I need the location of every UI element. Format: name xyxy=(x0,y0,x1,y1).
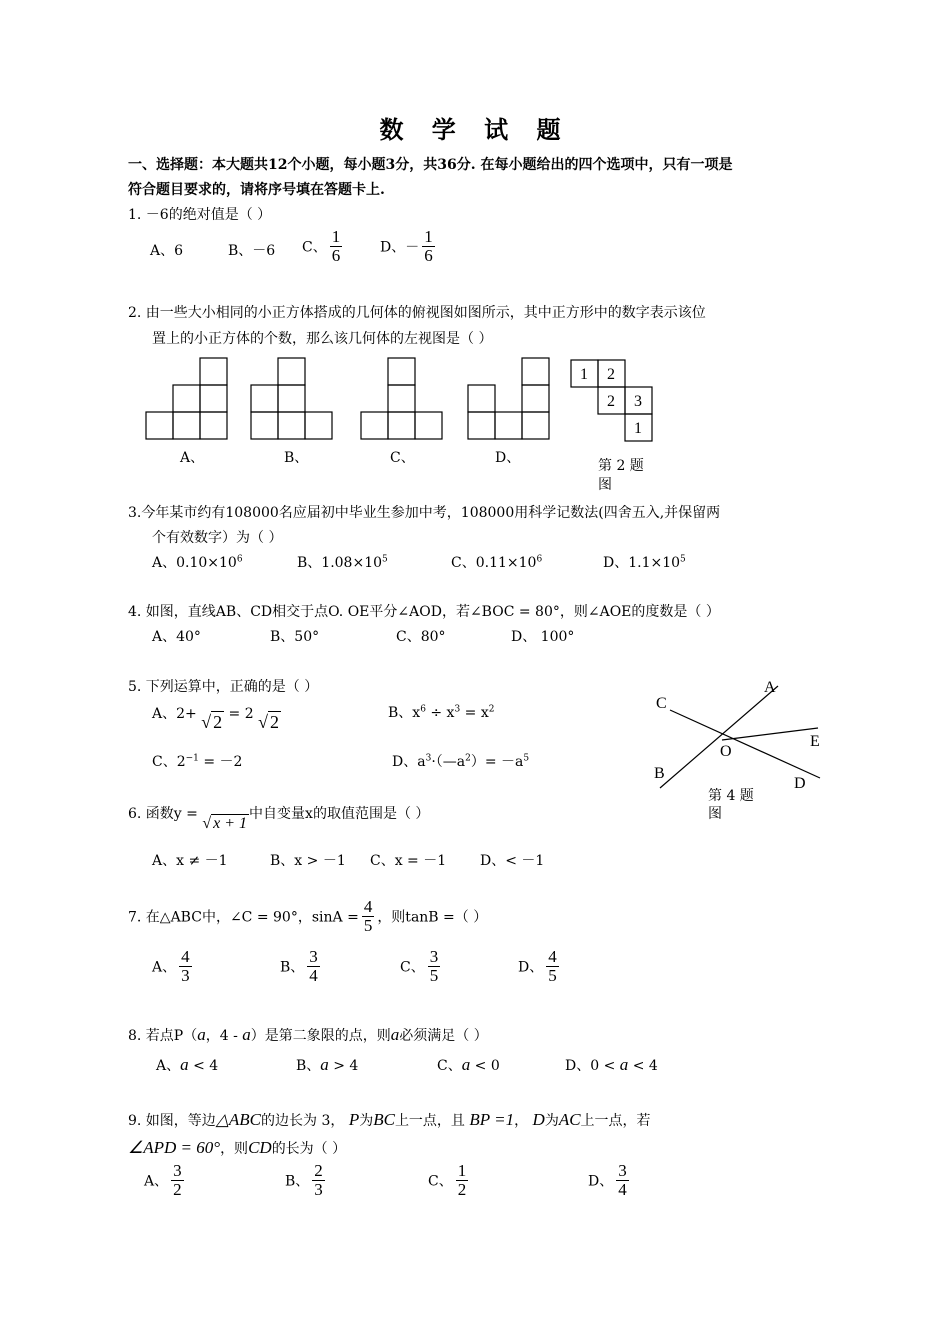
q2-option-a-label: A、 xyxy=(180,450,205,466)
q9-text: ，则 xyxy=(220,1141,249,1157)
q3-option-a xyxy=(152,552,243,572)
fraction-denominator: 6 xyxy=(424,245,433,265)
q9-segment-cd: CD xyxy=(248,1138,272,1157)
q2-option-d-label: D、 xyxy=(495,450,521,466)
q7-option-a xyxy=(152,948,195,985)
grid-number: 3 xyxy=(634,393,642,410)
q6-option-d: D、< －1 xyxy=(480,853,545,869)
q9-option-d-fraction xyxy=(616,1162,629,1199)
q3-option-b xyxy=(297,552,388,572)
q5-option-b-mid2: = x xyxy=(460,705,489,721)
section-instructions-line2: 符合题目要求的，请将序号填在答题卡上. xyxy=(128,182,385,198)
q4-option-d: D、 100° xyxy=(511,629,575,645)
q3-option-d xyxy=(603,552,686,572)
q9-option-c-label: C、 xyxy=(428,1173,453,1190)
q9-text: 9. 如图，等边 xyxy=(128,1113,216,1129)
q7-option-b xyxy=(280,948,323,985)
q5-option-c-post: = －2 xyxy=(198,754,243,770)
sqrt-expression: √ 2 xyxy=(201,712,223,732)
fraction-numerator: 1 xyxy=(331,227,341,246)
exponent: 2 xyxy=(465,753,471,764)
q5-option-a-mid: = 2 xyxy=(228,706,254,722)
fraction-denominator: 4 xyxy=(309,965,318,985)
exponent: −1 xyxy=(185,753,199,764)
q9-text: 上一点，且 xyxy=(394,1113,465,1129)
exponent: 3 xyxy=(454,704,461,715)
q1-option-c xyxy=(302,228,345,265)
q9-option-c xyxy=(428,1162,471,1199)
q8-option-d-pre: D、0 < xyxy=(565,1058,620,1074)
q9-option-b-label: B、 xyxy=(285,1173,310,1190)
q2-figure-caption-line2: 图 xyxy=(598,477,612,493)
fraction-denominator: 2 xyxy=(457,1179,467,1199)
q9-option-b-fraction xyxy=(312,1162,325,1199)
q9-text: 的长为（ ） xyxy=(271,1141,347,1157)
q3-option-c-text: C、0.11×10 xyxy=(451,555,537,571)
exponent: 2 xyxy=(488,704,495,715)
section-instructions-line1: 一、选择题：本大题共12个小题，每小题3分，共36分. 在每小题给出的四个选项中，只有一项是 xyxy=(128,157,733,173)
variable-a: a xyxy=(180,1055,189,1074)
q9-bp-equation: BP =1 xyxy=(469,1110,515,1129)
q6-stem-pre: 6. 函数y = xyxy=(128,806,198,822)
q2-view-d xyxy=(468,358,549,439)
q7-option-c-label: C、 xyxy=(400,959,425,976)
q1-option-c-fraction xyxy=(330,228,343,265)
q1-option-b: B、－6 xyxy=(228,243,276,259)
q8-stem-pre: 8. 若点P（ xyxy=(128,1028,198,1044)
q9-point-p: P xyxy=(348,1110,360,1129)
q8-stem-mid: ，4 - xyxy=(205,1028,243,1044)
point-label-d: D xyxy=(794,775,806,792)
variable-a: a xyxy=(320,1055,329,1074)
q3-option-d-text: D、1.1×10 xyxy=(603,555,681,571)
q1-option-d-label: D、－ xyxy=(380,239,420,256)
q8-option-a-post: < 4 xyxy=(188,1058,219,1074)
q5-stem: 5. 下列运算中，正确的是（ ） xyxy=(128,679,319,695)
exponent: 5 xyxy=(382,554,388,565)
q9-option-b xyxy=(285,1162,328,1199)
q1-option-d-fraction xyxy=(422,228,435,265)
q7-option-a-label: A、 xyxy=(152,959,177,976)
q1-stem: 1. －6的绝对值是（ ） xyxy=(128,207,272,223)
q7-stem-post: ，则tanB =（ ） xyxy=(377,909,488,926)
q7-option-b-label: B、 xyxy=(280,959,305,976)
q3-option-a-text: A、0.10×10 xyxy=(152,555,237,571)
fraction-numerator: 4 xyxy=(181,947,190,966)
q9-point-d: D xyxy=(532,1110,545,1129)
q5-option-b xyxy=(388,702,494,722)
q8-option-c-post: < 0 xyxy=(470,1058,500,1074)
point-label-e: E xyxy=(810,733,820,750)
fraction-denominator: 2 xyxy=(173,1179,182,1199)
exponent: 6 xyxy=(236,554,243,565)
q7-option-d-label: D、 xyxy=(518,959,544,976)
q5-option-d-text: D、a xyxy=(392,754,426,770)
grid-number: 2 xyxy=(607,366,615,383)
grid-number: 2 xyxy=(607,393,615,410)
q7-option-d-fraction xyxy=(546,948,559,985)
fraction-denominator: 4 xyxy=(618,1179,627,1199)
q8-option-b-pre: B、 xyxy=(296,1058,321,1074)
fraction-numerator: 4 xyxy=(363,897,373,916)
fraction-numerator: 3 xyxy=(173,1161,182,1180)
q3-option-b-text: B、1.08×10 xyxy=(297,555,383,571)
q9-option-a-fraction xyxy=(171,1162,184,1199)
q9-stem-line2 xyxy=(128,1138,346,1158)
q5-option-a xyxy=(152,702,281,732)
q8-option-c-pre: C、 xyxy=(437,1058,462,1074)
point-label-b: B xyxy=(654,765,665,782)
q1-option-c-label: C、 xyxy=(302,239,327,256)
q2-figures xyxy=(0,340,950,500)
q7-option-d xyxy=(518,948,562,985)
ray-oe xyxy=(722,728,818,740)
exponent: 5 xyxy=(523,753,530,764)
q6-stem-post: 中自变量x的取值范围是（ ） xyxy=(249,806,430,822)
q2-view-a xyxy=(146,358,227,439)
q9-text: 上一点，若 xyxy=(580,1113,651,1129)
fraction-numerator: 1 xyxy=(457,1161,467,1180)
q7-option-b-fraction xyxy=(307,948,320,985)
q8-option-d-post: < 4 xyxy=(628,1058,658,1074)
q8-option-b-post: > 4 xyxy=(328,1058,359,1074)
radicand: x + 1 xyxy=(213,815,248,832)
point-label-a: A xyxy=(764,679,776,696)
q4-option-b: B、50° xyxy=(270,629,320,645)
q9-text: 为 xyxy=(359,1113,374,1129)
q9-angle: ∠APD = 60° xyxy=(128,1138,221,1157)
q2-stem-line2: 置上的小正方体的个数，那么该几何体的左视图是（ ） xyxy=(152,331,493,347)
q8-option-d xyxy=(565,1055,658,1075)
q2-figure-caption-line1: 第 2 题 xyxy=(598,458,644,474)
variable-a: a xyxy=(197,1025,206,1044)
q2-option-b-label: B、 xyxy=(284,450,309,466)
q7-option-c xyxy=(400,948,443,985)
exponent: 3 xyxy=(425,753,432,764)
q5-option-d xyxy=(392,751,529,771)
q8-stem-end: 必须满足（ ） xyxy=(399,1028,488,1044)
q6-stem xyxy=(128,803,430,832)
line-ab xyxy=(660,686,778,788)
q9-segment-ac: AC xyxy=(558,1110,581,1129)
sqrt-expression: √ x + 1 xyxy=(202,815,248,832)
grid-number: 1 xyxy=(580,366,588,383)
q5-option-c-text: C、2 xyxy=(152,754,186,770)
radicand: 2 xyxy=(213,712,223,732)
fraction-denominator: 3 xyxy=(181,965,190,985)
q7-option-c-fraction xyxy=(428,948,441,985)
fraction-denominator: 5 xyxy=(429,965,439,985)
fraction-denominator: 3 xyxy=(314,1179,323,1199)
q4-figure-caption-line1: 第 4 题 xyxy=(708,788,754,804)
q2-view-c xyxy=(361,358,442,439)
q8-stem xyxy=(128,1025,488,1045)
q9-option-a-label: A、 xyxy=(144,1173,169,1190)
q2-option-c-label: C、 xyxy=(390,450,415,466)
q1-option-a: A、6 xyxy=(150,243,184,259)
fraction-denominator: 6 xyxy=(331,245,341,265)
q8-option-c xyxy=(437,1055,500,1075)
q9-option-c-fraction xyxy=(456,1162,469,1199)
q7-option-a-fraction xyxy=(179,948,192,985)
line-cd xyxy=(670,710,820,778)
page-title: 数 学 试 题 xyxy=(379,115,571,144)
q4-figure-caption-line2: 图 xyxy=(708,806,722,822)
q5-option-a-pre: A、2+ xyxy=(152,706,197,722)
q9-stem-line1 xyxy=(128,1110,651,1130)
q5-option-d-mid: ·（—a xyxy=(431,754,466,770)
q9-option-d-label: D、 xyxy=(588,1173,614,1190)
point-label-c: C xyxy=(656,695,667,712)
q2-view-b xyxy=(251,358,332,439)
q8-option-a-pre: A、 xyxy=(156,1058,181,1074)
variable-a: a xyxy=(461,1055,471,1074)
fraction-numerator: 4 xyxy=(548,947,557,966)
fraction-numerator: 1 xyxy=(424,227,433,246)
fraction-numerator: 3 xyxy=(618,1161,627,1180)
q8-option-b xyxy=(296,1055,358,1075)
sqrt-expression: √ 2 xyxy=(258,712,279,732)
q4-stem: 4. 如图，直线AB、CD相交于点O. OE平分∠AOD，若∠BOC = 80°，则∠AOE的度数是（ ） xyxy=(128,604,720,620)
q7-stem xyxy=(128,898,487,935)
q5-option-b-mid: ÷ x xyxy=(425,705,455,721)
grid-number: 1 xyxy=(634,420,642,437)
q9-text: 为 xyxy=(544,1113,559,1129)
q4-option-c: C、80° xyxy=(396,629,446,645)
q1-option-d xyxy=(380,228,438,265)
variable-a: a xyxy=(390,1025,400,1044)
exponent: 6 xyxy=(536,554,543,565)
fraction-numerator: 2 xyxy=(314,1161,323,1180)
q8-stem-post: ）是第二象限的点，则 xyxy=(250,1028,391,1044)
q9-option-d xyxy=(588,1162,632,1199)
fraction-denominator: 5 xyxy=(363,915,373,935)
exponent: 5 xyxy=(680,554,686,565)
q5-option-b-text: B、x xyxy=(388,705,421,721)
q5-option-d-mid2: ）= －a xyxy=(470,754,524,770)
q6-option-b: B、x > －1 xyxy=(270,853,346,869)
q6-option-a: A、x ≠ －1 xyxy=(152,853,228,869)
point-label-o: O xyxy=(720,743,732,760)
q4-option-a: A、40° xyxy=(152,629,201,645)
exponent: 6 xyxy=(420,704,426,715)
fraction-numerator: 3 xyxy=(309,947,318,966)
q3-stem-line1: 3.今年某市约有108000名应届初中毕业生参加中考，108000用科学记数法(四舍五入,并保留两 xyxy=(128,505,721,521)
fraction-numerator: 3 xyxy=(429,947,439,966)
q7-stem-fraction xyxy=(362,898,375,935)
q2-stem-line1: 2. 由一些大小相同的小正方体搭成的几何体的俯视图如图所示，其中正方形中的数字表示该位 xyxy=(128,305,706,321)
q6-option-c: C、x = －1 xyxy=(370,853,447,869)
q9-option-a xyxy=(144,1162,187,1199)
q8-option-a xyxy=(156,1055,218,1075)
q9-text: 的边长为 3， xyxy=(261,1113,345,1129)
variable-a: a xyxy=(619,1055,629,1074)
fraction-denominator: 5 xyxy=(548,965,557,985)
q9-segment-bc: BC xyxy=(373,1110,395,1129)
q7-stem-pre: 7. 在△ABC中，∠C = 90°，sinA = xyxy=(128,909,359,926)
q9-triangle: △ABC xyxy=(215,1110,261,1129)
q9-text: ， xyxy=(514,1113,529,1129)
q5-option-c xyxy=(152,751,242,771)
variable-a: a xyxy=(242,1025,251,1044)
radicand: 2 xyxy=(269,712,279,732)
q3-option-c xyxy=(451,552,542,572)
q3-stem-line2: 个有效数字）为（ ） xyxy=(152,530,283,546)
